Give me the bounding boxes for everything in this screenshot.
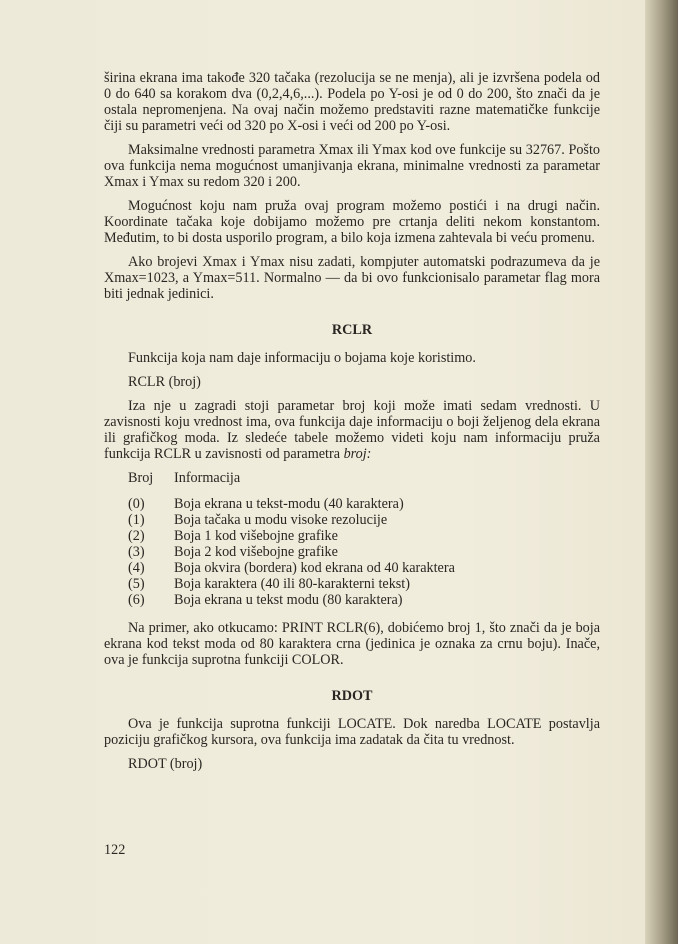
row-code: (1)	[128, 512, 145, 528]
row-info: Boja okvira (bordera) kod ekrana od 40 karaktera	[174, 560, 455, 576]
section-heading-rdot: RDOT	[331, 688, 373, 704]
table-row	[128, 544, 600, 560]
rclr-table	[128, 470, 600, 608]
table-header-broj: Broj	[128, 470, 154, 486]
row-info: Boja ekrana u tekst modu (80 karaktera)	[174, 592, 403, 608]
row-info: Boja tačaka u modu visoke rezolucije	[174, 512, 388, 528]
rclr-explanation-emphasis: broj:	[343, 446, 372, 462]
paragraph-intro-1: širina ekrana ima takođe 320 tačaka (rezolucija se ne menja), ali je izvršena podela od 0 do 640 sa korakom dva (0,2,4,6,...). Podela po Y-osi je od 0 do 200, što znači da je ostala nepromenjena. Na ovaj način možemo predstaviti razne matematičke funkcije čiji su parametri veći od 320 po X-osi i veći od 200 po Y-osi.	[104, 70, 600, 134]
table-row	[128, 496, 600, 512]
book-spine-shadow	[645, 0, 678, 944]
row-code: (5)	[128, 576, 145, 592]
row-info: Boja 1 kod višebojne grafike	[174, 528, 338, 544]
table-row	[128, 528, 600, 544]
table-row	[128, 560, 600, 576]
paragraph-intro-2: Maksimalne vrednosti parametra Xmax ili Ymax kod ove funkcije su 32767. Pošto ova funkcija nema mogućnost umanjivanja ekrana, minimalne vrednosti za parametar Xmax i Ymax su redom 320 i 200.	[104, 142, 600, 190]
table-row	[128, 576, 600, 592]
section-heading-rclr: RCLR	[331, 322, 373, 338]
row-code: (0)	[128, 496, 145, 512]
rclr-explanation	[104, 398, 600, 462]
rdot-syntax: RDOT (broj)	[128, 756, 203, 772]
row-code: (4)	[128, 560, 145, 576]
table-header-informacija: Informacija	[174, 470, 241, 486]
row-info: Boja 2 kod višebojne grafike	[174, 544, 338, 560]
page-number: 122	[104, 842, 126, 858]
row-code: (6)	[128, 592, 145, 608]
row-code: (3)	[128, 544, 145, 560]
rdot-description: Ova je funkcija suprotna funkciji LOCATE. Dok naredba LOCATE postavlja poziciju grafičkog kursora, ova funkcija ima zadatak da čita tu vrednost.	[104, 716, 600, 748]
paragraph-intro-3: Mogućnost koju nam pruža ovaj program možemo postići i na drugi način. Koordinate tačaka koje dobijamo možemo pre crtanja deliti nekom konstantom. Međutim, to bi dosta usporilo program, a bilo koja izmena zahtevala bi veću promenu.	[104, 198, 600, 246]
rclr-example: Na primer, ako otkucamo: PRINT RCLR(6), dobićemo broj 1, što znači da je boja ekrana kod tekst moda od 80 karaktera crna (jedinica je oznaka za crnu boju). Inače, ova je funkcija suprotna funkciji COLOR.	[104, 620, 600, 668]
paragraph-intro-4: Ako brojevi Xmax i Ymax nisu zadati, kompjuter automatski podrazumeva da je Xmax=1023, a Ymax=511. Normalno — da bi ovo funkcionisalo parametar flag mora biti jednak jedinici.	[104, 254, 600, 302]
page-content	[104, 70, 600, 780]
table-row	[128, 592, 600, 608]
rclr-explanation-text: Iza nje u zagradi stoji parametar broj koji može imati sedam vrednosti. U zavisnosti koju vrednost ima, ova funkcija daje informaciju o boji željenog dela ekrana ili grafičkog moda. Iz sledeće tabele možemo videti koju nam informaciju pruža funkcija RCLR u zavisnosti od parametra	[104, 398, 600, 462]
row-code: (2)	[128, 528, 145, 544]
table-row	[128, 512, 600, 528]
row-info: Boja karaktera (40 ili 80-karakterni tekst)	[174, 576, 410, 592]
row-info: Boja ekrana u tekst-modu (40 karaktera)	[174, 496, 404, 512]
table-header	[128, 470, 600, 486]
rclr-syntax: RCLR (broj)	[128, 374, 201, 390]
rclr-description: Funkcija koja nam daje informaciju o bojama koje koristimo.	[128, 350, 476, 366]
